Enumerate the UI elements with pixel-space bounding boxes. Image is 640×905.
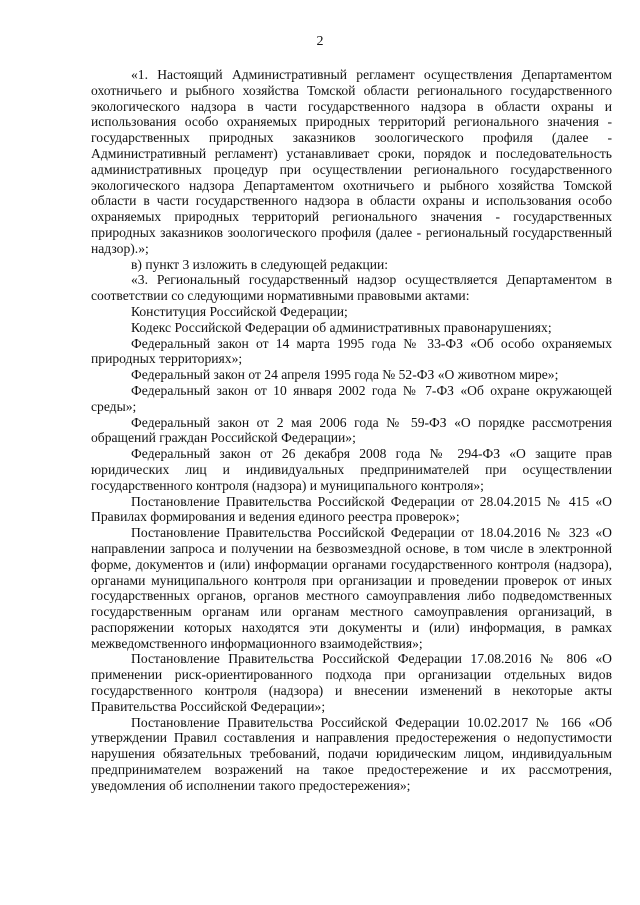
paragraph-amendment-instruction: в) пункт 3 изложить в следующей редакции: (131, 256, 389, 272)
paragraph-resolution-415: Постановление Правительства Российской Федерации от 28.04.2015 № 415 «О Правилах формирования и ведения единого реестра проверок»; (91, 493, 612, 525)
paragraph-constitution: Конституция Российской Федерации; (131, 303, 348, 319)
paragraph-resolution-166: Постановление Правительства Российской Федерации 10.02.2017 № 166 «Об утверждении Правил составления и направления предостережения о недопустимости нарушения обязательных требований, подачи юридическим лицом, индивидуальным предпринимателем возражений на такое предостережение и их рассмотрения, уведомления об исполнении такого предостережения»; (91, 714, 612, 793)
paragraph-law-33-fz: Федеральный закон от 14 марта 1995 года № 33-ФЗ «Об особо охраняемых природных территориях»; (91, 335, 612, 367)
page-number: 2 (316, 34, 324, 49)
document-body (91, 67, 612, 794)
paragraph-law-52-fz: Федеральный закон от 24 апреля 1995 года № 52-ФЗ «О животном мире»; (131, 367, 559, 383)
paragraph-regulation-clause-1: «1. Настоящий Административный регламент осуществления Департаментом охотничьего и рыбного хозяйства Томской области регионального государственного экологического надзора в части государственного надзора в области охраны и использования особо охраняемых природных территорий регионального значения - государственных природных заказников зоологического профиля (далее - Административный регламент) устанавливает сроки, порядок и последовательность административных процедур при осуществлении регионального государственного экологического надзора Департаментом охотничьего и рыбного хозяйства Томской области в части государственного надзора в области охраны и использования особо охраняемых природных территорий регионального значения - государственных природных заказников зоологического профиля (далее - региональный государственный надзор).»; (91, 67, 612, 256)
paragraph-resolution-806: Постановление Правительства Российской Федерации 17.08.2016 № 806 «О применении риск-ориентированного подхода при организации отдельных видов государственного контроля (надзора) и внесении изменений в некоторые акты Правительства Российской Федерации»; (91, 651, 612, 714)
paragraph-resolution-323: Постановление Правительства Российской Федерации от 18.04.2016 № 323 «О направлении запроса и получении на безвозмездной основе, в том числе в электронной форме, документов и (или) информации органами государственного контроля (надзора), органами муниципального контроля при организации и проведении проверок от иных государственных органов, органов местного самоуправления либо подведомственных государственным органам или органам местного самоуправления организаций, в распоряжении которых находятся эти документы и (или) информация, в рамках межведомственного информационного взаимодействия»; (91, 525, 612, 651)
paragraph-law-59-fz: Федеральный закон от 2 мая 2006 года № 59-ФЗ «О порядке рассмотрения обращений граждан Российской Федерации»; (91, 414, 612, 446)
paragraph-clause-3-intro: «3. Региональный государственный надзор осуществляется Департаментом в соответствии со следующими нормативными правовыми актами: (91, 272, 612, 304)
paragraph-law-7-fz: Федеральный закон от 10 января 2002 года № 7-ФЗ «Об охране окружающей среды»; (91, 382, 612, 414)
paragraph-administrative-code: Кодекс Российской Федерации об административных правонарушениях; (131, 319, 552, 335)
paragraph-law-294-fz: Федеральный закон от 26 декабря 2008 года № 294-ФЗ «О защите прав юридических лиц и индивидуальных предпринимателей при осуществлении государственного контроля (надзора) и муниципального контроля»; (91, 446, 612, 493)
